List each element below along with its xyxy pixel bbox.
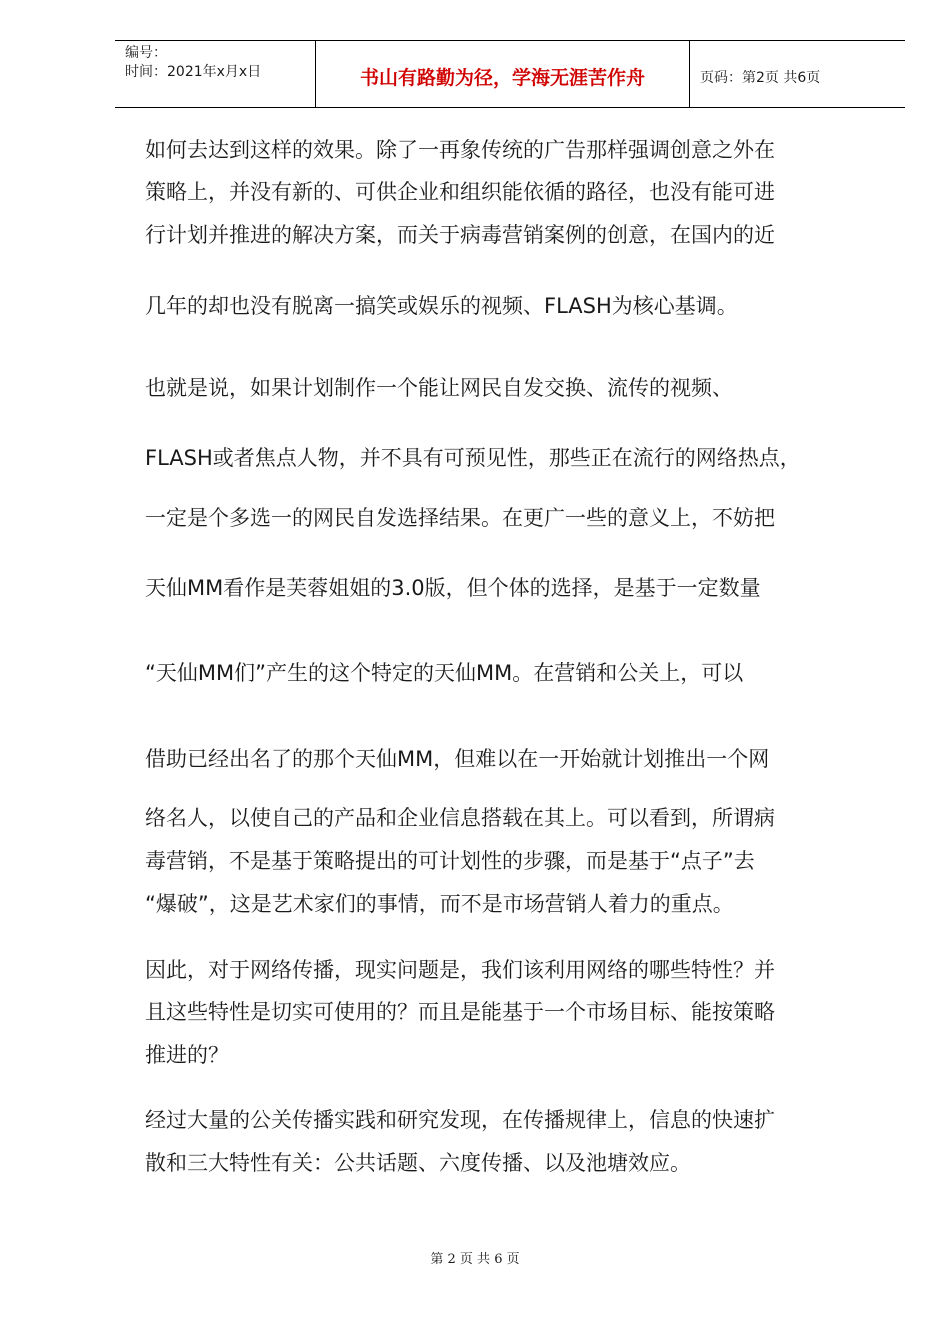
header-page-info: 页码：第2页 共6页 (700, 70, 821, 86)
body-line: 策略上，并没有新的、可供企业和组织能依循的路径，也没有能可进 (145, 180, 775, 204)
body-line: 几年的却也没有脱离一搞笑或娱乐的视频、FLASH为核心基调。 (145, 294, 738, 318)
body-line: 也就是说，如果计划制作一个能让网民自发交换、流传的视频、 (145, 376, 733, 400)
body-line: 散和三大特性有关：公共话题、六度传播、以及池塘效应。 (145, 1151, 691, 1175)
header-meta-cell (115, 41, 316, 107)
body-line: 一定是个多选一的网民自发选择结果。在更广一些的意义上，不妨把 (145, 506, 775, 530)
header-motto-cell (316, 41, 690, 107)
body-line: 借助已经出名了的那个天仙MM，但难以在一开始就计划推出一个网 (145, 747, 770, 771)
body-line: FLASH或者焦点人物，并不具有可预见性，那些正在流行的网络热点， (145, 446, 801, 470)
body-line: 行计划并推进的解决方案，而关于病毒营销案例的创意，在国内的近 (145, 223, 775, 247)
body-line: 天仙MM看作是芙蓉姐姐的3.0版，但个体的选择，是基于一定数量 (145, 576, 761, 600)
document-time-label: 时间：2021年x月x日 (125, 64, 262, 80)
body-line: 经过大量的公关传播实践和研究发现，在传播规律上，信息的快速扩 (145, 1108, 775, 1132)
page-footer: 第 2 页 共 6 页 (430, 1252, 520, 1267)
body-line: 推进的？ (145, 1043, 229, 1067)
body-line: “天仙MM们”产生的这个特定的天仙MM。在营销和公关上，可以 (145, 661, 744, 685)
header-page-cell (690, 41, 905, 107)
body-line: 络名人，以使自己的产品和企业信息搭载在其上。可以看到，所谓病 (145, 806, 775, 830)
body-line: 因此，对于网络传播，现实问题是，我们该利用网络的哪些特性？并 (145, 958, 775, 982)
body-line: 如何去达到这样的效果。除了一再象传统的广告那样强调创意之外在 (145, 138, 775, 162)
body-line: “爆破”，这是艺术家们的事情，而不是市场营销人着力的重点。 (145, 892, 734, 916)
body-line: 毒营销，不是基于策略提出的可计划性的步骤，而是基于“点子”去 (145, 849, 755, 873)
page-header (115, 40, 905, 108)
header-motto: 书山有路勤为径，学海无涯苦作舟 (359, 67, 645, 89)
document-number-label: 编号： (125, 45, 167, 61)
body-line: 且这些特性是切实可使用的？而且是能基于一个市场目标、能按策略 (145, 1000, 775, 1024)
